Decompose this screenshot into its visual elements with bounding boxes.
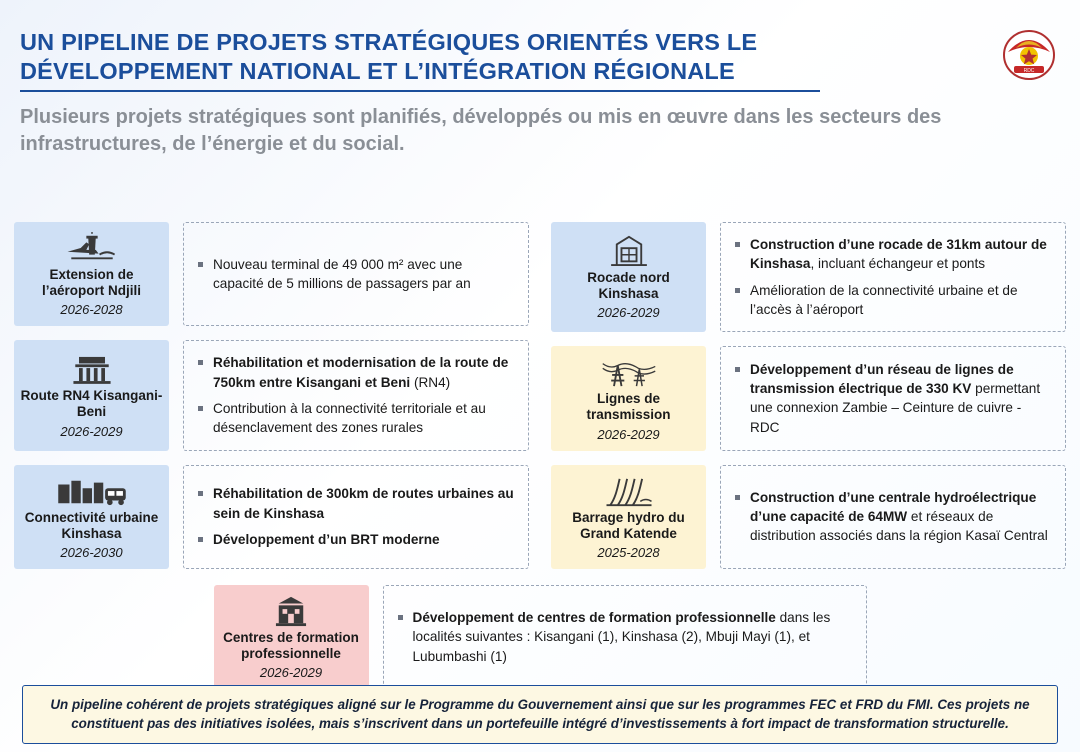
- project-details: [720, 222, 1066, 332]
- list-item: Amélioration de la connectivité urbaine et de l’accès à l’aéroport: [733, 281, 1051, 320]
- ring-road-icon: [607, 233, 651, 267]
- bridge-road-icon: [66, 351, 118, 385]
- project-title: Centres de formation professionnelle: [223, 629, 359, 662]
- project-title: Rocade nord Kinshasa: [587, 269, 670, 302]
- list-item: Réhabilitation et modernisation de la route de 750km entre Kisangani et Beni (RN4): [196, 353, 514, 392]
- footer-note: Un pipeline cohérent de projets stratégiques aligné sur le Programme du Gouvernement ainsi que sur les programmes FEC et FRD du FMI. Ces projets ne constituent pas des initiatives isolées, mais s’inscrivent dans un portefeuille intégré d’investissements à fort impact de transformation structurelle.: [22, 685, 1058, 744]
- list-item: Réhabilitation de 300km de routes urbaines au sein de Kinshasa: [196, 484, 514, 523]
- list-item: Construction d’une rocade de 31km autour de Kinshasa, incluant échangeur et ponts: [733, 235, 1051, 274]
- list-item: Développement d’un BRT moderne: [196, 530, 514, 549]
- project-title: Lignes de transmission: [586, 391, 671, 423]
- hydro-dam-icon: [604, 473, 654, 507]
- list-item: Construction d’une centrale hydroélectrique d’une capacité de 64MW et réseaux de distribution associés dans la région Kasaï Central: [733, 488, 1051, 546]
- project-details: [183, 340, 529, 450]
- project-label-transmission-lines: [551, 346, 706, 450]
- coat-of-arms-emblem: [998, 22, 1060, 84]
- power-line-icon: [600, 354, 658, 388]
- project-title: Extension de l’aéroport Ndjili: [41, 267, 141, 299]
- project-row: [551, 465, 1066, 569]
- bus-city-icon: [54, 473, 130, 507]
- project-title: Connectivité urbaine Kinshasa: [24, 509, 159, 541]
- list-item: Contribution à la connectivité territoriale et au désenclavement des zones rurales: [196, 399, 514, 438]
- projects-column-left: [14, 222, 529, 583]
- project-title: Route RN4 Kisangani-Beni: [20, 388, 163, 420]
- project-row: [14, 340, 529, 450]
- project-label-ring-road: [551, 222, 706, 332]
- project-years: 2026-2029: [597, 305, 660, 321]
- projects-grid: [14, 222, 1066, 703]
- slide-header: [14, 0, 1066, 158]
- airport-tower-icon: [64, 230, 120, 264]
- page-subtitle: Plusieurs projets stratégiques sont planifiés, développés ou mis en œuvre dans les secteurs des infrastructures, de l’énergie et du social.: [20, 105, 942, 155]
- project-title: Barrage hydro du Grand Katende: [572, 509, 685, 541]
- project-years: 2026-2029: [597, 426, 660, 442]
- project-details: [183, 222, 529, 326]
- project-label-rn4: [14, 340, 169, 450]
- project-details: [720, 346, 1066, 450]
- list-item: Développement d’un réseau de lignes de transmission électrique de 330 KV permettant une connexion Zambie – Ceinture de cuivre - RDC: [733, 360, 1051, 437]
- project-years: 2026-2028: [60, 302, 123, 318]
- svg-text:RDC: RDC: [1023, 68, 1035, 74]
- project-row: [551, 346, 1066, 450]
- project-details: [720, 465, 1066, 569]
- project-label-vocational-centers: [214, 585, 369, 689]
- page-title: UN PIPELINE DE PROJETS STRATÉGIQUES ORIENTÉS VERS LE DÉVELOPPEMENT NATIONAL ET L’INTÉGRATION RÉGIONALE: [20, 29, 758, 85]
- project-details: [383, 585, 867, 689]
- project-label-airport: [14, 222, 169, 326]
- project-years: 2026-2029: [60, 423, 123, 439]
- project-years: 2026-2030: [60, 544, 123, 560]
- project-years: 2026-2029: [259, 665, 323, 681]
- list-item: Développement de centres de formation professionnelle dans les localités suivantes : Kisangani (1), Kinshasa (2), Mbuji Mayi (1), et Lubumbashi (1): [396, 608, 852, 666]
- project-label-urban-connectivity: [14, 465, 169, 569]
- project-row: [14, 222, 529, 326]
- title-divider: [20, 90, 820, 92]
- project-details: [183, 465, 529, 569]
- project-years: 2025-2028: [597, 544, 660, 560]
- school-building-icon: [271, 593, 311, 627]
- list-item: Nouveau terminal de 49 000 m² avec une capacité de 5 millions de passagers par an: [196, 255, 514, 294]
- project-row: [214, 585, 867, 689]
- project-label-hydro-dam: [551, 465, 706, 569]
- project-row: [551, 222, 1066, 332]
- projects-column-right: [551, 222, 1066, 583]
- project-row: [14, 465, 529, 569]
